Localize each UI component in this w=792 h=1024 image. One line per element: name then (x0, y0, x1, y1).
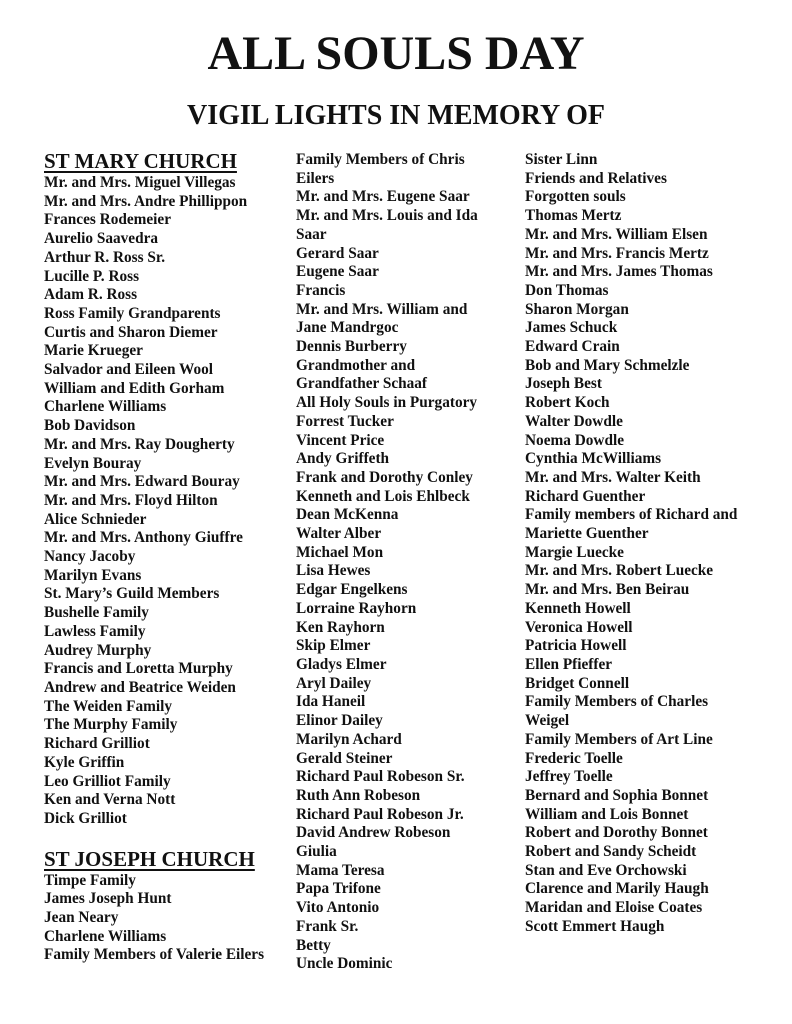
memorial-name: James Joseph Hunt (44, 890, 172, 908)
memorial-name: Kenneth and Lois Ehlbeck (296, 487, 470, 505)
memorial-name: Veronica Howell (525, 618, 633, 636)
memorial-name: Evelyn Bouray (44, 454, 142, 472)
memorial-name: Stan and Eve Orchowski (525, 861, 687, 879)
memorial-name: Francis and Loretta Murphy (44, 660, 233, 678)
memorial-name: Bob Davidson (44, 417, 136, 435)
memorial-name: Mr. and Mrs. Walter Keith (525, 468, 701, 486)
memorial-name: Marie Krueger (44, 342, 143, 360)
memorial-name: Richard Guenther (525, 487, 646, 505)
memorial-name: Marilyn Evans (44, 566, 142, 584)
memorial-name: Francis (296, 281, 346, 299)
column-1 (44, 151, 289, 965)
memorial-name: Lorraine Rayhorn (296, 599, 417, 617)
memorial-name: Timpe Family (44, 871, 136, 889)
memorial-name: Walter Alber (296, 525, 382, 543)
memorial-name: Family Members of Charles (525, 693, 709, 711)
memorial-name: Mr. and Mrs. Floyd Hilton (44, 491, 218, 509)
memorial-name: Dick Grilliot (44, 809, 127, 827)
memorial-name: Patricia Howell (525, 637, 627, 655)
section-heading-st-joseph: ST JOSEPH CHURCH (44, 846, 255, 871)
memorial-name: Elinor Dailey (296, 712, 383, 730)
memorial-name: Jane Mandrgoc (296, 319, 399, 337)
memorial-name: Bob and Mary Schmelzle (525, 356, 690, 374)
memorial-name: Don Thomas (525, 281, 609, 299)
memorial-name: Mama Teresa (296, 861, 385, 879)
memorial-name: Mr. and Mrs. Ray Dougherty (44, 435, 235, 453)
memorial-name: Skip Elmer (296, 637, 371, 655)
memorial-name: David Andrew Robeson (296, 824, 451, 842)
memorial-name: Edgar Engelkens (296, 581, 408, 599)
memorial-name: Uncle Dominic (296, 955, 393, 973)
memorial-name: Nancy Jacoby (44, 548, 136, 566)
memorial-name: Jean Neary (44, 909, 119, 927)
memorial-name: James Schuck (525, 319, 618, 337)
memorial-name: Mariette Guenther (525, 525, 649, 543)
memorial-name: Audrey Murphy (44, 641, 152, 659)
memorial-name: Jeffrey Toelle (525, 768, 613, 786)
memorial-name: Ross Family Grandparents (44, 304, 221, 322)
memorial-name: Leo Grilliot Family (44, 772, 171, 790)
memorial-name: Aryl Dailey (296, 674, 372, 692)
memorial-name: Scott Emmert Haugh (525, 917, 665, 935)
memorial-name: Grandfather Schaaf (296, 375, 428, 393)
memorial-name: Frances Rodemeier (44, 211, 171, 229)
memorial-name: Ida Haneil (296, 693, 366, 711)
memorial-name: Saar (296, 225, 327, 243)
memorial-name: Lawless Family (44, 622, 146, 640)
memorial-name: Maridan and Eloise Coates (525, 899, 703, 917)
memorial-name: Adam R. Ross (44, 286, 138, 304)
memorial-name: Lucille P. Ross (44, 267, 140, 285)
memorial-name: Ken and Verna Nott (44, 791, 176, 809)
memorial-name: Mr. and Mrs. James Thomas (525, 263, 713, 281)
memorial-name: Forgotten souls (525, 188, 626, 206)
memorial-name: Papa Trifone (296, 880, 381, 898)
column-3 (525, 151, 787, 937)
memorial-name: Andrew and Beatrice Weiden (44, 678, 236, 696)
memorial-name: Curtis and Sharon Diemer (44, 323, 218, 341)
memorial-name: Sister Linn (525, 151, 598, 168)
memorial-name: Mr. and Mrs. Louis and Ida (296, 207, 478, 225)
memorial-name: Walter Dowdle (525, 412, 623, 430)
memorial-name: Dennis Burberry (296, 338, 407, 356)
memorial-name: Eugene Saar (296, 263, 379, 281)
memorial-name: Robert and Dorothy Bonnet (525, 824, 708, 842)
memorial-name: Ken Rayhorn (296, 618, 385, 636)
memorial-name: Forrest Tucker (296, 412, 394, 430)
memorial-name: Richard Grilliot (44, 735, 150, 753)
memorial-name: Charlene Williams (44, 398, 167, 416)
memorial-name: Aurelio Saavedra (44, 230, 159, 248)
memorial-name: Robert and Sandy Scheidt (525, 843, 697, 861)
memorial-name: Giulia (296, 843, 337, 861)
memorial-name: Charlene Williams (44, 927, 167, 945)
memorial-name: Mr. and Mrs. Miguel Villegas (44, 174, 236, 191)
memorial-name: Mr. and Mrs. William Elsen (525, 225, 708, 243)
memorial-name: Bushelle Family (44, 604, 149, 622)
memorial-name: Andy Griffeth (296, 450, 390, 468)
memorial-name: Margie Luecke (525, 543, 624, 561)
memorial-name: Mr. and Mrs. Andre Phillippon (44, 192, 248, 210)
memorial-name: Cynthia McWilliams (525, 450, 662, 468)
memorial-name: Kenneth Howell (525, 599, 631, 617)
memorial-name: Alice Schnieder (44, 510, 147, 528)
name-list-column-2 (296, 151, 521, 974)
memorial-name: Joseph Best (525, 375, 602, 393)
memorial-name: Gerard Saar (296, 244, 379, 262)
memorial-name: Mr. and Mrs. Francis Mertz (525, 244, 709, 262)
memorial-name: St. Mary’s Guild Members (44, 585, 220, 603)
memorial-name: Mr. and Mrs. Ben Beirau (525, 581, 690, 599)
memorial-name: Robert Koch (525, 394, 610, 412)
memorial-name: Kyle Griffin (44, 753, 125, 771)
memorial-name: Mr. and Mrs. Robert Luecke (525, 562, 714, 580)
memorial-name: Bernard and Sophia Bonnet (525, 786, 709, 804)
memorial-name: Dean McKenna (296, 506, 399, 524)
memorial-name: Gerald Steiner (296, 749, 393, 767)
memorial-name: Lisa Hewes (296, 562, 371, 580)
memorial-name: William and Edith Gorham (44, 379, 225, 397)
memorial-name: Clarence and Marily Haugh (525, 880, 709, 898)
memorial-name: Arthur R. Ross Sr. (44, 248, 166, 266)
memorial-name: Weigel (525, 712, 570, 730)
memorial-name: Mr. and Mrs. Eugene Saar (296, 188, 470, 206)
memorial-name: Family Members of Chris (296, 151, 465, 168)
memorial-name: Family members of Richard and (525, 506, 738, 524)
memorial-name: Bridget Connell (525, 674, 630, 692)
memorial-name: Mr. and Mrs. William and (296, 300, 468, 318)
page-subtitle: VIGIL LIGHTS IN MEMORY OF (186, 100, 606, 131)
memorial-name: Eilers (296, 169, 335, 187)
memorial-name: Frank Sr. (296, 917, 359, 935)
memorial-name: Grandmother and (296, 356, 416, 374)
memorial-name: Gladys Elmer (296, 655, 387, 673)
memorial-name: Marilyn Achard (296, 730, 402, 748)
memorial-name: Family Members of Valerie Eilers (44, 946, 265, 964)
memorial-name: All Holy Souls in Purgatory (296, 394, 478, 412)
memorial-name: Vincent Price (296, 431, 385, 449)
name-list-st-joseph (44, 872, 289, 966)
memorial-name: Betty (296, 936, 331, 954)
section-gap (44, 829, 289, 849)
memorial-name: Family Members of Art Line (525, 730, 713, 748)
memorial-name: Salvador and Eileen Wool (44, 361, 214, 379)
memorial-name: Noema Dowdle (525, 431, 624, 449)
memorial-name: Richard Paul Robeson Jr. (296, 805, 464, 823)
memorial-name: William and Lois Bonnet (525, 805, 689, 823)
memorial-name: The Murphy Family (44, 716, 178, 734)
name-list-column-3 (525, 151, 787, 937)
memorial-name: Frank and Dorothy Conley (296, 468, 473, 486)
section-heading-st-mary: ST MARY CHURCH (44, 149, 237, 173)
memorial-name: Edward Crain (525, 338, 620, 356)
memorial-name: Frederic Toelle (525, 749, 623, 767)
memorial-name: Thomas Mertz (525, 207, 622, 225)
page-title: ALL SOULS DAY (207, 27, 585, 80)
memorial-name: Sharon Morgan (525, 300, 629, 318)
column-2 (296, 151, 521, 974)
memorial-name: Mr. and Mrs. Edward Bouray (44, 473, 240, 491)
memorial-name: Richard Paul Robeson Sr. (296, 768, 465, 786)
memorial-name: Friends and Relatives (525, 169, 667, 187)
name-list-st-mary (44, 174, 289, 829)
memorial-name: Michael Mon (296, 543, 384, 561)
memorial-name: The Weiden Family (44, 697, 173, 715)
memorial-name: Ellen Pfieffer (525, 655, 613, 673)
memorial-name: Mr. and Mrs. Anthony Giuffre (44, 529, 243, 547)
memorial-name: Vito Antonio (296, 899, 380, 917)
memorial-name: Ruth Ann Robeson (296, 786, 421, 804)
